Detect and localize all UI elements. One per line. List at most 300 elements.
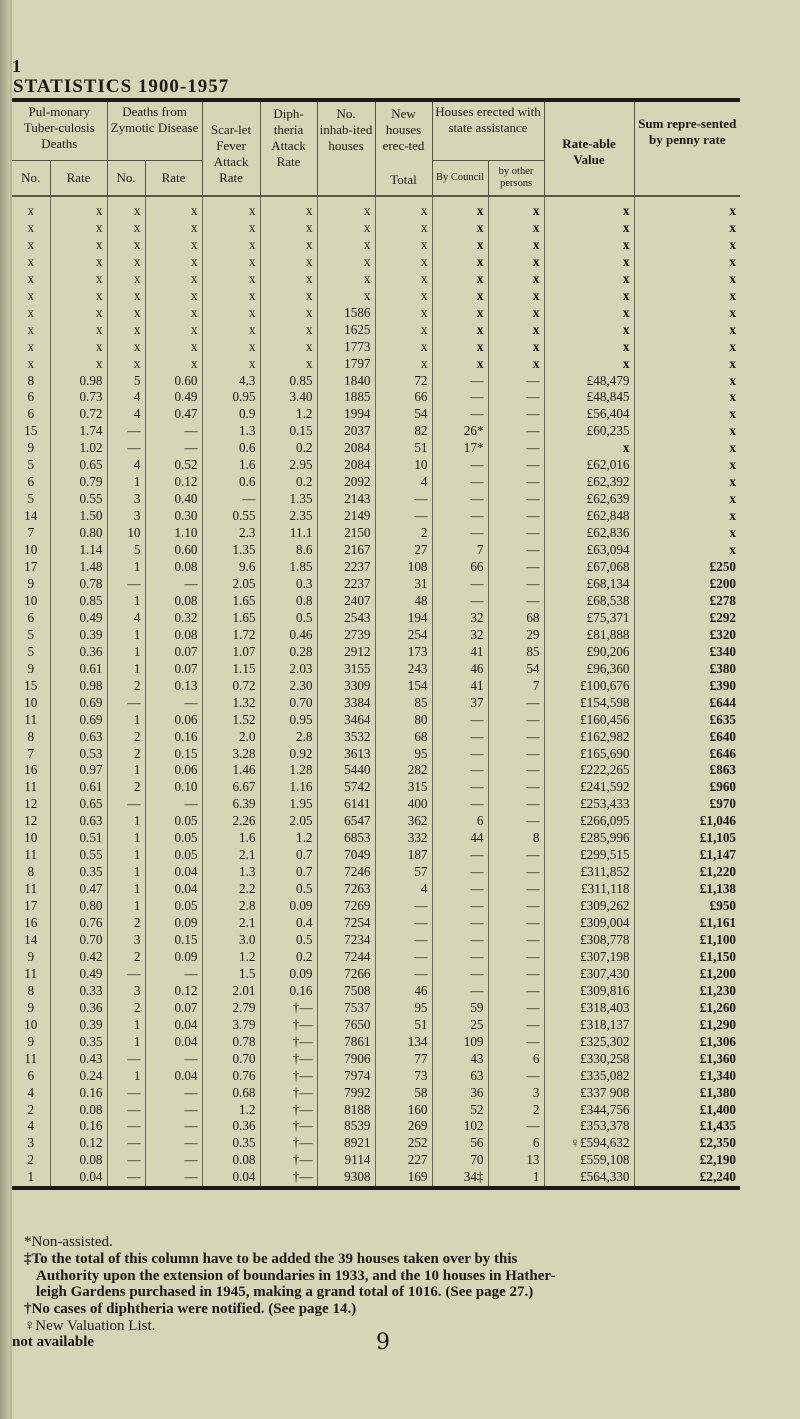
cell-scarlet-rate: x (202, 288, 260, 305)
cell-scarlet-rate: 0.76 (202, 1068, 260, 1085)
cell-rateable-value: £318,403 (544, 1000, 634, 1017)
cell-by-other: — (488, 813, 544, 830)
cell-diphtheria-rate: 0.15 (260, 423, 317, 440)
cell-diphtheria-rate: x (260, 237, 317, 254)
cell-rateable-value: x (544, 254, 634, 271)
cell-zymotic-rate: 0.16 (145, 729, 202, 746)
cell-zymotic-no: 1 (107, 712, 145, 729)
footnote-dagger: †No cases of diphtheria were notified. (See page 14.) (24, 1301, 357, 1318)
cell-by-council: — (432, 779, 488, 796)
cell-scarlet-rate: 4.3 (202, 373, 260, 390)
cell-rateable-value: £241,592 (544, 779, 634, 796)
cell-by-council: 17* (432, 440, 488, 457)
cell-rateable-value: £307,430 (544, 966, 634, 983)
cell-tb-rate: 0.33 (50, 983, 107, 1000)
cell-by-other: — (488, 1034, 544, 1051)
table-row (12, 373, 740, 390)
table-row (12, 1034, 740, 1051)
cell-zymotic-no: — (107, 796, 145, 813)
cell-diphtheria-rate: 8.6 (260, 542, 317, 559)
cell-by-council: 59 (432, 1000, 488, 1017)
cell-rateable-value: £337 908 (544, 1085, 634, 1102)
cell-zymotic-rate: 0.09 (145, 949, 202, 966)
cell-rateable-value: £308,778 (544, 932, 634, 949)
cell-rateable-value: £68,538 (544, 593, 634, 610)
cell-diphtheria-rate: 1.85 (260, 559, 317, 576)
footnote-double-dagger-line1: ‡To the total of this column have to be added the 39 houses taken over by this (24, 1250, 518, 1267)
table-row (12, 729, 740, 746)
cell-penny-rate: £1,260 (634, 1000, 740, 1017)
cell-tb-no: 6 (27, 474, 35, 490)
cell-scarlet-rate: x (202, 356, 260, 373)
cell-tb-no: 1 (12, 1169, 50, 1188)
cell-penny-rate: x (634, 237, 740, 254)
cell-penny-rate: £1,200 (634, 966, 740, 983)
cell-tb-no: 10 (24, 694, 38, 710)
cell-tb-rate: x (50, 288, 107, 305)
cell-penny-rate: x (634, 389, 740, 406)
cell-by-other: — (488, 796, 544, 813)
cell-by-council: x (432, 196, 488, 220)
cell-penny-rate: £635 (634, 712, 740, 729)
table-row (12, 695, 740, 712)
table-row (12, 1068, 740, 1085)
cell-by-council: — (432, 915, 488, 932)
cell-scarlet-rate: 0.78 (202, 1034, 260, 1051)
footnote-double-dagger-line3: leigh Gardens purchased in 1945, making a grand total of 1016. (See page 27.) (36, 1284, 534, 1301)
cell-scarlet-rate: — (202, 491, 260, 508)
cell-by-council: — (432, 406, 488, 423)
cell-zymotic-rate: 0.15 (145, 932, 202, 949)
cell-by-council: 32 (432, 610, 488, 627)
header-by-council: By Council (432, 161, 488, 197)
cell-zymotic-no: 1 (107, 559, 145, 576)
cell-scarlet-rate: 0.70 (202, 1051, 260, 1068)
cell-zymotic-no: 3 (107, 508, 145, 525)
cell-zymotic-rate: 0.04 (145, 881, 202, 898)
cell-by-other: x (488, 339, 544, 356)
cell-penny-rate: £1,150 (634, 949, 740, 966)
cell-penny-rate: £2,350 (634, 1135, 740, 1152)
not-available-label: not available (12, 1334, 95, 1350)
cell-tb-rate: 0.98 (50, 373, 107, 390)
cell-scarlet-rate: x (202, 339, 260, 356)
cell-tb-rate: 0.16 (50, 1085, 107, 1102)
cell-zymotic-no: 2 (107, 746, 145, 763)
cell-rateable-value: x (544, 237, 634, 254)
cell-new-houses-total: 254 (375, 627, 432, 644)
cell-diphtheria-rate: †— (260, 1051, 317, 1068)
cell-penny-rate: £863 (634, 762, 740, 779)
cell-inhabited-houses: 6141 (317, 796, 375, 813)
cell-tb-rate: 0.69 (50, 695, 107, 712)
cell-by-other: x (488, 305, 544, 322)
cell-by-other: — (488, 847, 544, 864)
cell-inhabited-houses: 7269 (317, 898, 375, 915)
cell-tb-no: 6 (27, 389, 35, 405)
cell-new-houses-total: 332 (375, 830, 432, 847)
header-zymotic-rate: Rate (145, 161, 202, 197)
cell-new-houses-total: x (375, 220, 432, 237)
table-row (12, 644, 740, 661)
cell-by-council: — (432, 932, 488, 949)
cell-rateable-value: £559,108 (544, 1152, 634, 1169)
cell-diphtheria-rate: 0.2 (260, 440, 317, 457)
cell-tb-no: 9 (27, 1033, 35, 1049)
cell-penny-rate: £960 (634, 779, 740, 796)
table-row (12, 474, 740, 491)
cell-new-houses-total: x (375, 271, 432, 288)
cell-rateable-value: £60,235 (544, 423, 634, 440)
cell-scarlet-rate: 1.72 (202, 627, 260, 644)
cell-by-council: — (432, 983, 488, 1000)
cell-tb-no: 8 (27, 864, 35, 880)
cell-diphtheria-rate: 0.70 (260, 695, 317, 712)
cell-zymotic-rate: 0.60 (145, 542, 202, 559)
table-row (12, 712, 740, 729)
cell-inhabited-houses: 2084 (317, 457, 375, 474)
cell-tb-rate: 0.51 (50, 830, 107, 847)
table-row (12, 983, 740, 1000)
cell-tb-rate: 0.49 (50, 966, 107, 983)
cell-rateable-value: £62,016 (544, 457, 634, 474)
cell-rateable-value: £62,639 (544, 491, 634, 508)
cell-by-council: — (432, 457, 488, 474)
cell-penny-rate: £2,240 (634, 1169, 740, 1188)
cell-by-council: 26* (432, 423, 488, 440)
cell-zymotic-no: 1 (107, 593, 145, 610)
cell-scarlet-rate: 0.95 (202, 389, 260, 406)
cell-penny-rate: £1,161 (634, 915, 740, 932)
cell-by-council: — (432, 508, 488, 525)
cell-zymotic-no: 1 (107, 830, 145, 847)
cell-diphtheria-rate: 1.28 (260, 762, 317, 779)
cell-zymotic-no: 3 (107, 983, 145, 1000)
cell-new-houses-total: 58 (375, 1085, 432, 1102)
cell-zymotic-rate: 0.12 (145, 474, 202, 491)
cell-rateable-value: £63,094 (544, 542, 634, 559)
cell-scarlet-rate: x (202, 254, 260, 271)
cell-tb-no: 15 (24, 677, 38, 693)
cell-zymotic-rate: 0.06 (145, 712, 202, 729)
cell-zymotic-rate: 0.08 (145, 593, 202, 610)
cell-tb-rate: 0.78 (50, 576, 107, 593)
table-row (12, 661, 740, 678)
cell-scarlet-rate: 1.65 (202, 593, 260, 610)
footnote-non-assisted: *Non-assisted. (24, 1234, 113, 1250)
cell-diphtheria-rate: †— (260, 1017, 317, 1034)
cell-new-houses-total: — (375, 491, 432, 508)
cell-inhabited-houses: 8188 (317, 1102, 375, 1119)
cell-diphtheria-rate: 0.7 (260, 864, 317, 881)
cell-tb-no: x (27, 321, 35, 337)
cell-tb-no: 10 (24, 1016, 38, 1032)
cell-rateable-value: £309,004 (544, 915, 634, 932)
cell-scarlet-rate: x (202, 322, 260, 339)
cell-new-houses-total: 82 (375, 423, 432, 440)
table-row (12, 932, 740, 949)
cell-by-council: x (432, 356, 488, 373)
cell-diphtheria-rate: 1.35 (260, 491, 317, 508)
cell-zymotic-rate: — (145, 1051, 202, 1068)
cell-zymotic-rate: 0.05 (145, 847, 202, 864)
cell-tb-rate: 1.14 (50, 542, 107, 559)
cell-zymotic-no: — (107, 1118, 145, 1135)
cell-diphtheria-rate: †— (260, 1068, 317, 1085)
cell-diphtheria-rate: x (260, 339, 317, 356)
cell-tb-no: 4 (27, 1084, 35, 1100)
cell-zymotic-rate: — (145, 1118, 202, 1135)
cell-by-council: 32 (432, 627, 488, 644)
cell-by-other: — (488, 695, 544, 712)
cell-inhabited-houses: 3613 (317, 746, 375, 763)
cell-penny-rate: £970 (634, 796, 740, 813)
cell-by-council: 37 (432, 695, 488, 712)
cell-zymotic-rate: 0.40 (145, 491, 202, 508)
header-zymotic-no: No. (107, 161, 145, 197)
cell-new-houses-total: 282 (375, 762, 432, 779)
cell-new-houses-total: 134 (375, 1034, 432, 1051)
cell-diphtheria-rate: 2.30 (260, 678, 317, 695)
cell-penny-rate: x (634, 271, 740, 288)
cell-zymotic-no: 5 (107, 542, 145, 559)
cell-zymotic-rate: — (145, 1152, 202, 1169)
cell-zymotic-rate: 0.06 (145, 762, 202, 779)
cell-new-houses-total: 2 (375, 525, 432, 542)
cell-rateable-value: £67,068 (544, 559, 634, 576)
cell-zymotic-no: — (107, 440, 145, 457)
table-row (12, 271, 740, 288)
cell-zymotic-no: 1 (107, 881, 145, 898)
cell-penny-rate: £250 (634, 559, 740, 576)
cell-new-houses-total: 194 (375, 610, 432, 627)
cell-penny-rate: £950 (634, 898, 740, 915)
cell-tb-no: 8 (27, 728, 35, 744)
cell-by-council: x (432, 271, 488, 288)
cell-by-council: — (432, 746, 488, 763)
cell-new-houses-total: 95 (375, 1000, 432, 1017)
cell-new-houses-total: x (375, 305, 432, 322)
cell-inhabited-houses: 2092 (317, 474, 375, 491)
cell-scarlet-rate: 1.2 (202, 1102, 260, 1119)
cell-inhabited-houses: x (317, 220, 375, 237)
cell-penny-rate: £1,230 (634, 983, 740, 1000)
cell-inhabited-houses: 2143 (317, 491, 375, 508)
cell-scarlet-rate: 1.3 (202, 864, 260, 881)
cell-diphtheria-rate: 0.92 (260, 746, 317, 763)
cell-rateable-value: £48,845 (544, 389, 634, 406)
cell-tb-no: x (27, 236, 35, 252)
cell-zymotic-rate: 0.07 (145, 661, 202, 678)
cell-zymotic-no: 2 (107, 729, 145, 746)
cell-by-other: 7 (488, 678, 544, 695)
cell-rateable-value: x (544, 288, 634, 305)
header-inhabited-houses: No. inhab-ited houses (317, 100, 375, 196)
cell-rateable-value: £48,479 (544, 373, 634, 390)
cell-by-council: 109 (432, 1034, 488, 1051)
table-row (12, 847, 740, 864)
table-row (12, 525, 740, 542)
cell-by-council: x (432, 339, 488, 356)
cell-penny-rate: x (634, 440, 740, 457)
cell-tb-rate: 0.39 (50, 1017, 107, 1034)
cell-by-other: 1 (488, 1169, 544, 1188)
cell-scarlet-rate: 2.1 (202, 847, 260, 864)
cell-zymotic-no: x (107, 322, 145, 339)
cell-rateable-value: £154,598 (544, 695, 634, 712)
cell-scarlet-rate: 0.04 (202, 1169, 260, 1188)
cell-by-council: 6 (432, 813, 488, 830)
cell-scarlet-rate: x (202, 305, 260, 322)
cell-tb-rate: 0.63 (50, 813, 107, 830)
cell-diphtheria-rate: 0.3 (260, 576, 317, 593)
cell-scarlet-rate: 0.72 (202, 678, 260, 695)
cell-penny-rate: £200 (634, 576, 740, 593)
cell-penny-rate: x (634, 525, 740, 542)
cell-new-houses-total: — (375, 949, 432, 966)
cell-scarlet-rate: 1.2 (202, 949, 260, 966)
cell-diphtheria-rate: x (260, 254, 317, 271)
table-row (12, 254, 740, 271)
cell-zymotic-rate: 0.60 (145, 373, 202, 390)
cell-tb-rate: 0.47 (50, 881, 107, 898)
cell-by-council: x (432, 220, 488, 237)
cell-diphtheria-rate: x (260, 271, 317, 288)
cell-by-council: 41 (432, 678, 488, 695)
cell-new-houses-total: — (375, 508, 432, 525)
cell-tb-no: x (27, 253, 35, 269)
cell-new-houses-total: — (375, 898, 432, 915)
cell-inhabited-houses: x (317, 288, 375, 305)
cell-by-council: — (432, 949, 488, 966)
cell-tb-rate: x (50, 237, 107, 254)
cell-diphtheria-rate: 0.5 (260, 881, 317, 898)
cell-diphtheria-rate: 1.16 (260, 779, 317, 796)
cell-tb-rate: 0.04 (50, 1169, 107, 1188)
cell-by-council: 70 (432, 1152, 488, 1169)
cell-by-council: — (432, 373, 488, 390)
cell-tb-rate: 0.43 (50, 1051, 107, 1068)
cell-diphtheria-rate: †— (260, 1085, 317, 1102)
cell-penny-rate: x (634, 406, 740, 423)
cell-zymotic-rate: x (145, 237, 202, 254)
table-row (12, 830, 740, 847)
cell-by-council: — (432, 712, 488, 729)
cell-rateable-value: x (544, 322, 634, 339)
cell-diphtheria-rate: 0.8 (260, 593, 317, 610)
cell-rateable-value: £68,134 (544, 576, 634, 593)
table-body (12, 196, 740, 1188)
cell-rateable-value: x (544, 220, 634, 237)
cell-new-houses-total: 173 (375, 644, 432, 661)
cell-penny-rate: £340 (634, 644, 740, 661)
cell-zymotic-no: 3 (107, 491, 145, 508)
cell-inhabited-houses: 7263 (317, 881, 375, 898)
cell-rateable-value: £309,816 (544, 983, 634, 1000)
cell-penny-rate: x (634, 457, 740, 474)
table-row (12, 915, 740, 932)
cell-tb-rate: x (50, 271, 107, 288)
cell-scarlet-rate: 0.35 (202, 1135, 260, 1152)
cell-new-houses-total: — (375, 932, 432, 949)
cell-by-council: — (432, 864, 488, 881)
cell-inhabited-houses: 1885 (317, 389, 375, 406)
cell-inhabited-houses: 2150 (317, 525, 375, 542)
cell-penny-rate: x (634, 423, 740, 440)
cell-zymotic-rate: — (145, 1102, 202, 1119)
cell-rateable-value: £330,258 (544, 1051, 634, 1068)
cell-inhabited-houses: 2543 (317, 610, 375, 627)
cell-by-council: 7 (432, 542, 488, 559)
header-tb-deaths: Pul-monary Tuber-culosis Deaths (12, 100, 107, 161)
cell-tb-rate: 0.35 (50, 1034, 107, 1051)
cell-zymotic-no: x (107, 305, 145, 322)
cell-zymotic-no: 2 (107, 1000, 145, 1017)
cell-inhabited-houses: 3155 (317, 661, 375, 678)
cell-zymotic-no: 1 (107, 1017, 145, 1034)
cell-zymotic-no: 1 (107, 644, 145, 661)
cell-by-other: 3 (488, 1085, 544, 1102)
cell-zymotic-no: 1 (107, 813, 145, 830)
cell-diphtheria-rate: †— (260, 1102, 317, 1119)
cell-zymotic-rate: x (145, 254, 202, 271)
cell-tb-no: 8 (27, 982, 35, 998)
cell-penny-rate: x (634, 339, 740, 356)
cell-rateable-value: ♀£594,632 (544, 1135, 634, 1152)
cell-rateable-value: £307,198 (544, 949, 634, 966)
cell-diphtheria-rate: 0.7 (260, 847, 317, 864)
cell-inhabited-houses: 1773 (317, 339, 375, 356)
cell-tb-rate: 0.73 (50, 389, 107, 406)
cell-by-other: — (488, 440, 544, 457)
cell-diphtheria-rate: †— (260, 1135, 317, 1152)
cell-penny-rate: £1,138 (634, 881, 740, 898)
cell-by-council: — (432, 847, 488, 864)
cell-by-council: 63 (432, 1068, 488, 1085)
page-title: STATISTICS 1900-1957 (13, 76, 230, 97)
cell-new-houses-total: 10 (375, 457, 432, 474)
cell-zymotic-no: 5 (107, 373, 145, 390)
cell-zymotic-rate: 0.15 (145, 746, 202, 763)
cell-inhabited-houses: 1586 (317, 305, 375, 322)
footnote-double-dagger-line2: Authority upon the extension of boundaries in 1933, and the 10 houses in Hather- (36, 1267, 556, 1284)
cell-zymotic-no: x (107, 356, 145, 373)
cell-by-other: 29 (488, 627, 544, 644)
table-row (12, 1017, 740, 1034)
cell-diphtheria-rate: 0.5 (260, 932, 317, 949)
cell-inhabited-houses: 7650 (317, 1017, 375, 1034)
cell-tb-no: 10 (24, 542, 38, 558)
cell-zymotic-no: 4 (107, 457, 145, 474)
cell-inhabited-houses: 3464 (317, 712, 375, 729)
cell-inhabited-houses: 1840 (317, 373, 375, 390)
cell-zymotic-rate: — (145, 1135, 202, 1152)
cell-by-other: 6 (488, 1135, 544, 1152)
cell-tb-rate: 0.72 (50, 406, 107, 423)
cell-new-houses-total: 51 (375, 1017, 432, 1034)
table-row (12, 627, 740, 644)
cell-zymotic-rate: x (145, 305, 202, 322)
cell-tb-rate: 0.69 (50, 712, 107, 729)
cell-zymotic-no: — (107, 423, 145, 440)
cell-penny-rate: £646 (634, 746, 740, 763)
table-row (12, 762, 740, 779)
cell-tb-rate: x (50, 254, 107, 271)
cell-new-houses-total: 4 (375, 881, 432, 898)
cell-tb-no: 11 (24, 847, 38, 863)
cell-rateable-value: £165,690 (544, 746, 634, 763)
cell-penny-rate: £278 (634, 593, 740, 610)
